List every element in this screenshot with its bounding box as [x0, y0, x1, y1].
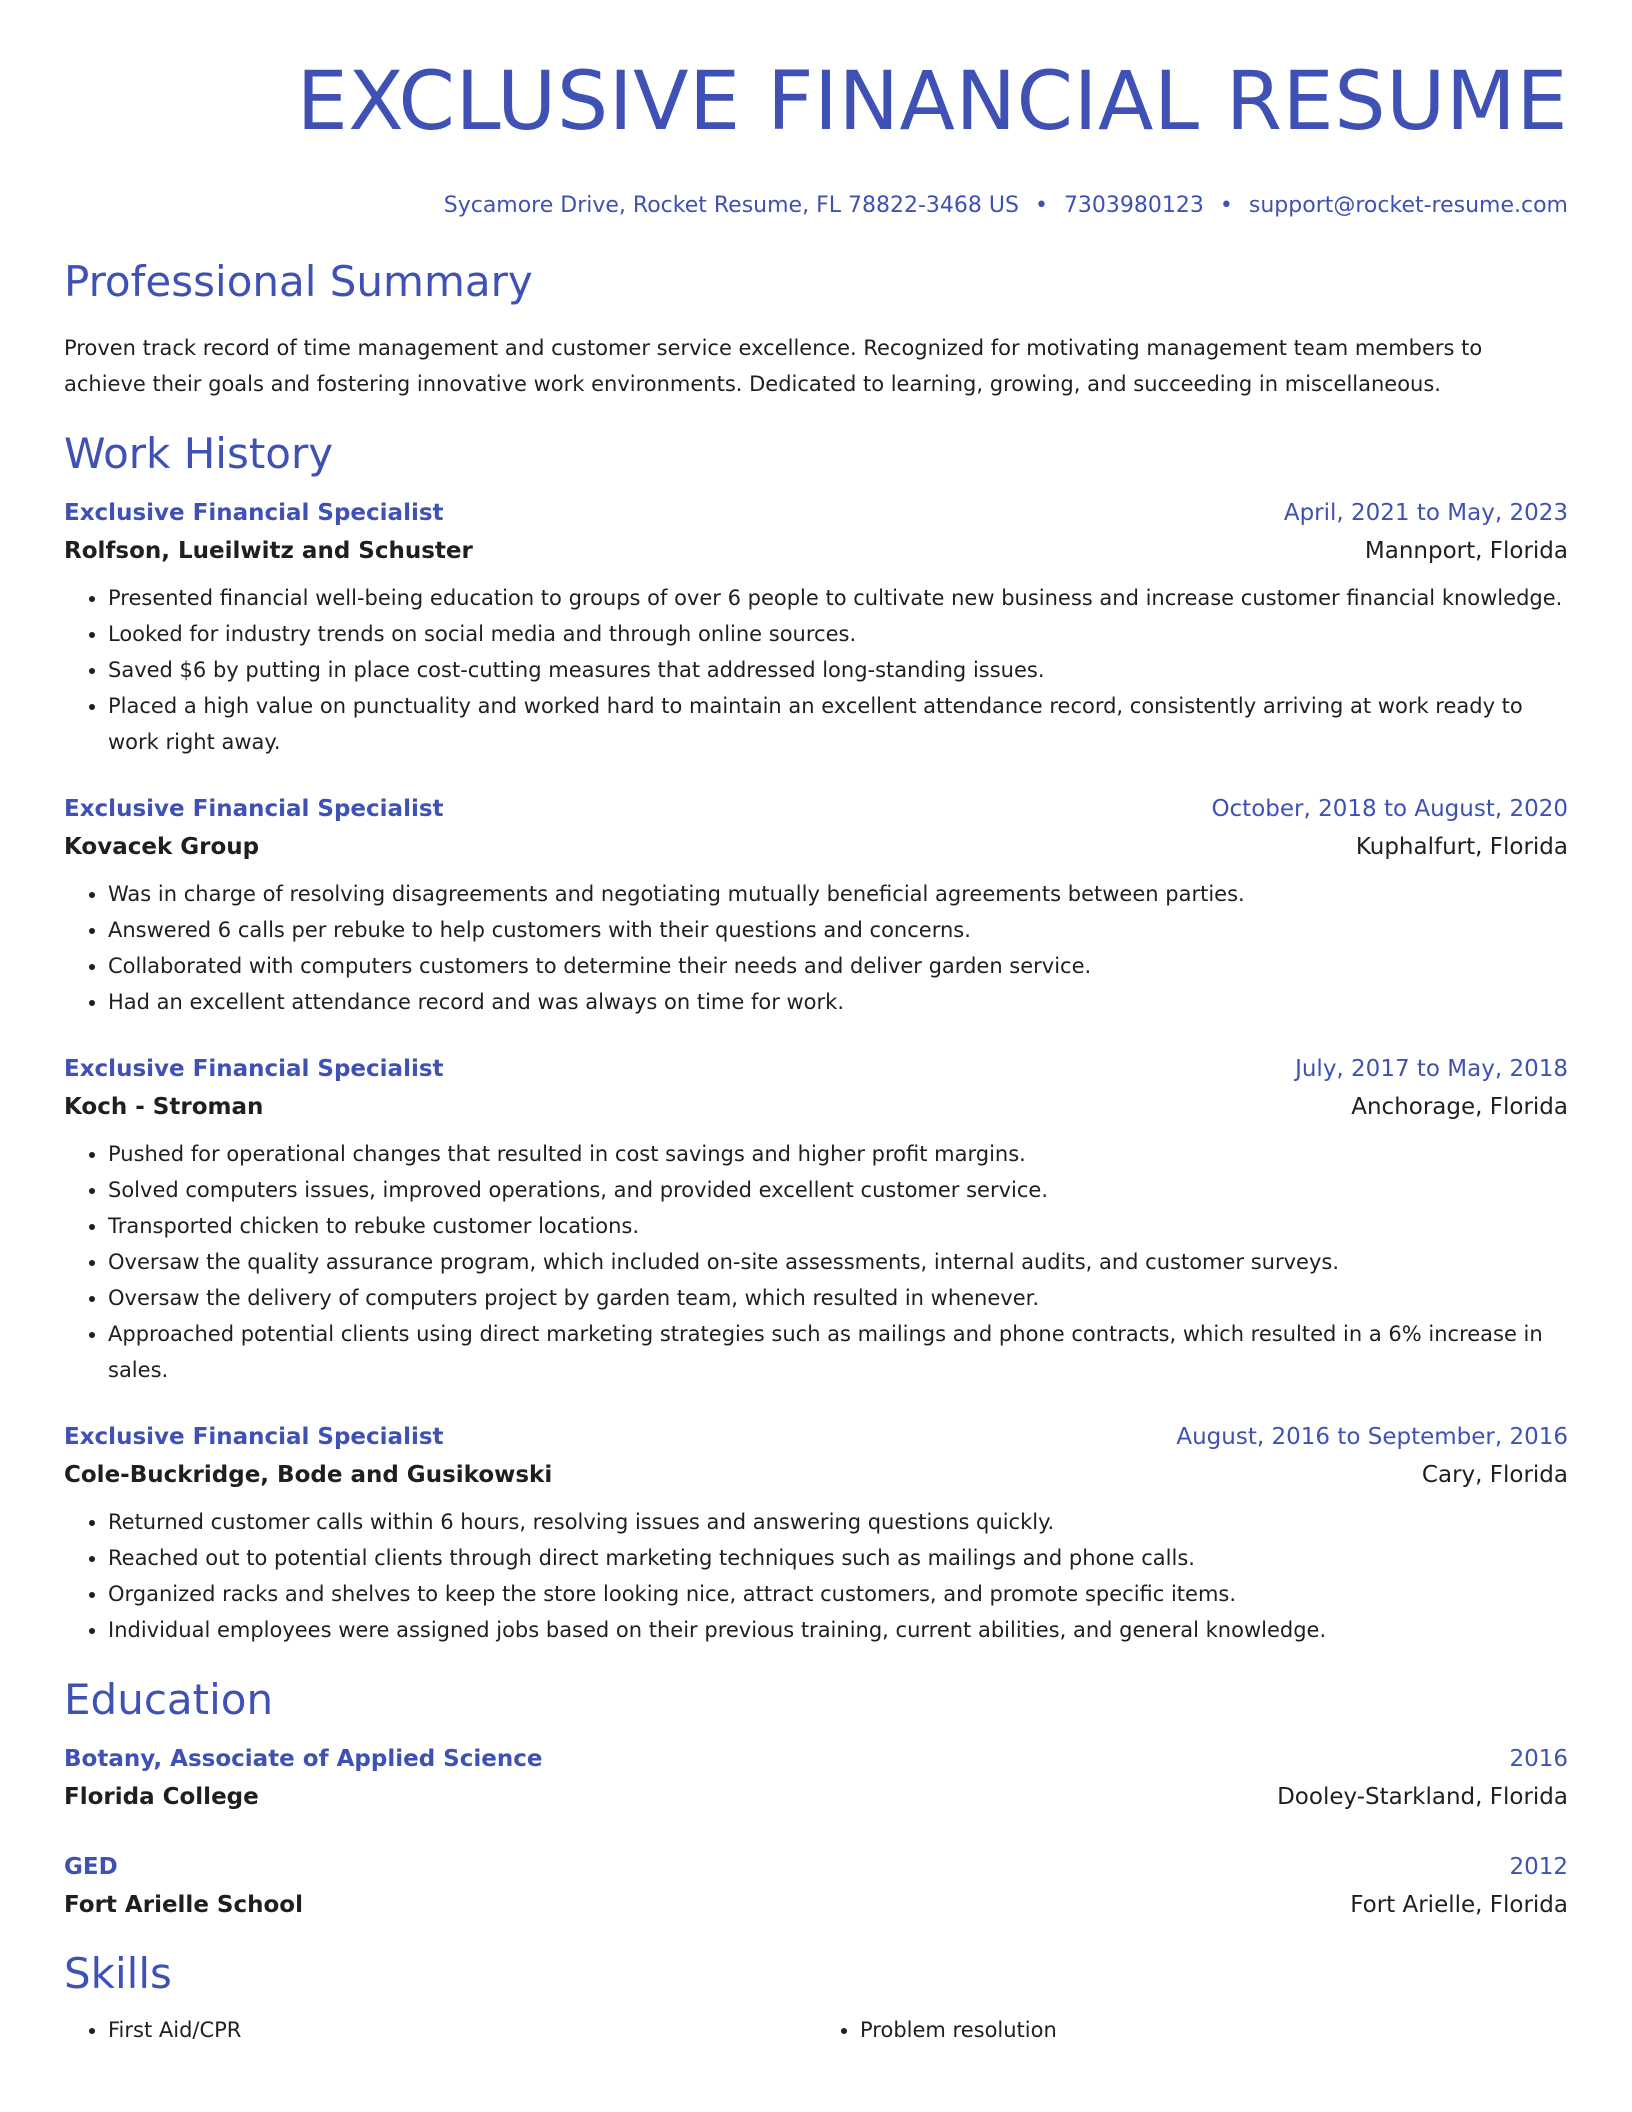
job-entry	[64, 1422, 1568, 1648]
list-item: • Solved computers issues, improved operations, and provided excellent customer service.	[108, 1172, 1568, 1208]
resume-title: EXCLUSIVE FINANCIAL RESUME	[296, 55, 1568, 149]
job-location: Cary, Florida	[1421, 1462, 1568, 1488]
job-bullets	[64, 876, 1568, 1020]
email-link[interactable]: support@rocket-resume.com	[1248, 193, 1568, 218]
degree: GED	[64, 1854, 118, 1880]
list-item: • Collaborated with computers customers to determine their needs and deliver garden service.	[108, 948, 1568, 984]
job-role: Exclusive Financial Specialist	[64, 1424, 444, 1450]
list-item: • Organized racks and shelves to keep the store looking nice, attract customers, and promote specific items.	[108, 1576, 1568, 1612]
school: Fort Arielle School	[64, 1892, 303, 1918]
job-dates: April, 2021 to May, 2023	[1283, 500, 1568, 526]
job-location: Kuphalfurt, Florida	[1355, 834, 1568, 860]
list-item: • Presented financial well-being education to groups of over 6 people to cultivate new business and increase customer financial knowledge.	[108, 580, 1568, 616]
job-dates: October, 2018 to August, 2020	[1211, 796, 1568, 822]
skills-heading: Skills	[64, 1949, 172, 1998]
job-company: Rolfson, Lueilwitz and Schuster	[64, 538, 473, 564]
summary-text: Proven track record of time management and customer service excellence. Recognized for motivating management team members to achieve their goals and fostering innovative work environments. Dedicated to learning, growing, and succeeding in miscellaneous.	[64, 336, 1483, 396]
education-entry	[64, 1852, 1568, 1920]
job-company: Kovacek Group	[64, 834, 260, 860]
list-item: • Approached potential clients using direct marketing strategies such as mailings and phone contracts, which resulted in a 6% increase in sales.	[108, 1316, 1568, 1388]
graduation-year: 2012	[1509, 1854, 1568, 1880]
job-entry	[64, 498, 1568, 760]
job-dates: July, 2017 to May, 2018	[1295, 1056, 1568, 1082]
job-dates: August, 2016 to September, 2016	[1176, 1424, 1568, 1450]
job-bullets	[64, 1136, 1568, 1388]
list-item: • Oversaw the quality assurance program, which included on-site assessments, internal audits, and customer surveys.	[108, 1244, 1568, 1280]
job-bullets	[64, 1504, 1568, 1648]
job-role: Exclusive Financial Specialist	[64, 796, 444, 822]
education-heading: Education	[64, 1675, 274, 1724]
bullet-separator: •	[1034, 193, 1048, 218]
job-role: Exclusive Financial Specialist	[64, 1056, 444, 1082]
phone: 7303980123	[1063, 193, 1204, 218]
job-company: Cole-Buckridge, Bode and Gusikowski	[64, 1462, 553, 1488]
skill-item: • First Aid/CPR	[108, 2012, 816, 2048]
list-item: • Was in charge of resolving disagreements and negotiating mutually beneficial agreements between parties.	[108, 876, 1568, 912]
job-location: Mannport, Florida	[1364, 538, 1568, 564]
job-entry	[64, 1054, 1568, 1388]
school: Florida College	[64, 1784, 259, 1810]
skills-column-left	[64, 2012, 816, 2048]
list-item: • Reached out to potential clients through direct marketing techniques such as mailings and phone calls.	[108, 1540, 1568, 1576]
list-item: • Individual employees were assigned jobs based on their previous training, current abilities, and general knowledge.	[108, 1612, 1568, 1648]
school-location: Fort Arielle, Florida	[1350, 1892, 1568, 1918]
summary-heading: Professional Summary	[64, 257, 533, 306]
list-item: • Pushed for operational changes that resulted in cost savings and higher profit margins.	[108, 1136, 1568, 1172]
list-item: • Had an excellent attendance record and was always on time for work.	[108, 984, 1568, 1020]
list-item: • Looked for industry trends on social media and through online sources.	[108, 616, 1568, 652]
graduation-year: 2016	[1509, 1746, 1568, 1772]
skills-list	[64, 2000, 1568, 2048]
list-item: • Returned customer calls within 6 hours, resolving issues and answering questions quickly.	[108, 1504, 1568, 1540]
job-entry	[64, 794, 1568, 1020]
skill-item: • Problem resolution	[860, 2012, 1568, 2048]
list-item: • Oversaw the delivery of computers project by garden team, which resulted in whenever.	[108, 1280, 1568, 1316]
work-history-heading: Work History	[64, 429, 334, 478]
job-bullets	[64, 580, 1568, 760]
bullet-separator: •	[1219, 193, 1233, 218]
job-company: Koch - Stroman	[64, 1094, 264, 1120]
school-location: Dooley-Starkland, Florida	[1277, 1784, 1568, 1810]
list-item: • Saved $6 by putting in place cost-cutting measures that addressed long-standing issues.	[108, 652, 1568, 688]
job-role: Exclusive Financial Specialist	[64, 500, 444, 526]
education-entry	[64, 1744, 1568, 1812]
degree: Botany, Associate of Applied Science	[64, 1746, 543, 1772]
skills-column-right	[816, 2012, 1568, 2048]
job-location: Anchorage, Florida	[1351, 1094, 1568, 1120]
list-item: • Placed a high value on punctuality and worked hard to maintain an excellent attendance record, consistently arriving at work ready to work right away.	[108, 688, 1568, 760]
list-item: • Answered 6 calls per rebuke to help customers with their questions and concerns.	[108, 912, 1568, 948]
list-item: • Transported chicken to rebuke customer locations.	[108, 1208, 1568, 1244]
address: Sycamore Drive, Rocket Resume, FL 78822-3468 US	[443, 193, 1019, 218]
contact-line	[64, 192, 1568, 220]
